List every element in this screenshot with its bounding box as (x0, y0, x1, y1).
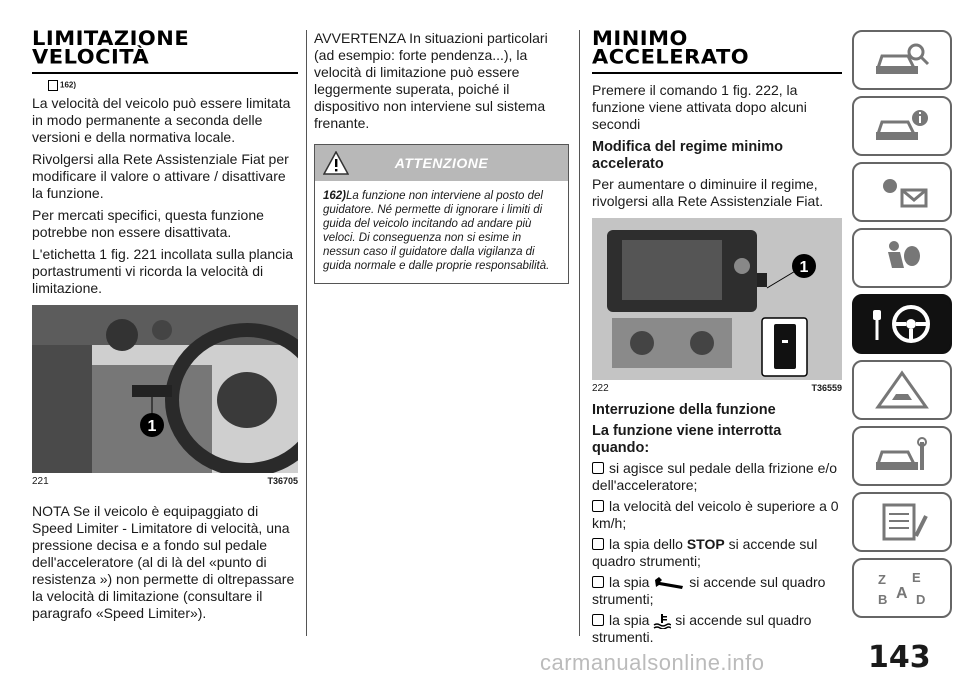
reference-box-icon (48, 80, 58, 91)
section-title-line2: ACCELERATO (592, 45, 750, 68)
paragraph: Rivolgersi alla Rete Assistenziale Fiat per modificare il valore o attivare / disattivare la funzione. (32, 151, 289, 201)
figure-caption (32, 476, 298, 487)
tab-steering-key[interactable] (852, 294, 952, 354)
figure-number: 222 (592, 383, 609, 394)
checkbox-bullet-icon (592, 614, 604, 626)
tab-car-info[interactable] (852, 96, 952, 156)
figure-number: 221 (32, 476, 49, 487)
svg-text:D: D (916, 592, 926, 607)
warning-triangle-icon (872, 370, 932, 410)
list-item (592, 574, 842, 608)
warning-reference[interactable] (48, 80, 298, 91)
steering-key-icon (867, 302, 937, 346)
tab-index-az[interactable] (852, 558, 952, 618)
paragraph: Per aumentare o diminuire il regime, rivolgersi alla Rete Assistenziale Fiat. (592, 176, 824, 209)
list-item-text: la spia dello (609, 536, 687, 552)
figure-code: T36559 (811, 383, 842, 393)
warning-body (315, 181, 568, 283)
title-rule (32, 72, 298, 74)
svg-text:A: A (896, 585, 908, 602)
subheading: Interruzione della funzione (592, 402, 776, 418)
list-item-text: si agisce sul pedale della frizione e/o dell'acceleratore; (592, 460, 838, 493)
section-title (592, 27, 842, 68)
figure-222 (592, 218, 842, 380)
svg-text:B: B (878, 592, 888, 607)
warning-number: 162) (323, 190, 347, 202)
column-avvertenza (314, 30, 569, 284)
stop-label: STOP (686, 536, 725, 552)
column-divider (579, 30, 580, 636)
tab-car-tools[interactable] (852, 426, 952, 486)
warning-text: La funzione non interviene al posto del guidatore. Né permette di ignorare i limiti di guida del veicolo incitando ad andare più veloci. Di conseguenza non si esime in nessun caso il guidatore dalla vigilanza di guida normale e dalle proprie responsabilità. (323, 190, 550, 272)
list-item-text: si accende sul quadro strumenti; (592, 574, 826, 607)
section-title-line1: MINIMO (592, 27, 688, 50)
warning-lights-icon (872, 172, 932, 212)
airbag-seat-icon (872, 238, 932, 278)
figure-callout: 1 (147, 418, 157, 435)
dashboard-photo (32, 305, 298, 473)
column-minimo (592, 27, 842, 650)
column-divider (306, 30, 307, 636)
checkbox-bullet-icon (592, 500, 604, 512)
paragraph: Premere il comando 1 fig. 222, la funzione viene attivata dopo alcuni secondi (592, 82, 807, 132)
list-item-text: la velocità del veicolo è superiore a 0 km/h; (592, 498, 839, 531)
list-item (592, 536, 842, 570)
coolant-temperature-icon (653, 613, 671, 629)
warning-triangle-icon (323, 151, 349, 175)
tab-airbag-seat[interactable] (852, 228, 952, 288)
section-title-line2: VELOCITÀ (32, 45, 150, 68)
note-paragraph: NOTA Se il veicolo è equipaggiato di Speed Limiter - Limitatore di velocità, una pressione decisa e a fondo sul pedale dell'acceleratore (al di là del «punto di resistenza ») non permette di oltrepassare la velocità di limitazione (consultare il paragrafo «Speed Limiter»). (32, 503, 295, 621)
list-item (592, 612, 842, 646)
figure-code: T36705 (267, 476, 298, 486)
chapter-tabs (852, 30, 960, 624)
column-limitazione (32, 27, 298, 627)
list-item-text: si accende sul quadro strumenti. (592, 612, 812, 646)
tab-car-search[interactable] (852, 30, 952, 90)
list-item-text: si accende sul quadro strumenti; (592, 536, 818, 569)
list-item-text: la spia (609, 574, 654, 590)
warning-header (315, 145, 568, 181)
checkbox-bullet-icon (592, 538, 604, 550)
title-rule (592, 72, 842, 74)
figure-callout: 1 (799, 259, 809, 276)
wrench-icon (653, 576, 685, 590)
svg-text:Z: Z (878, 572, 886, 587)
paragraph: L'etichetta 1 fig. 221 incollata sulla plancia portastrumenti vi ricorda la velocità di limitazione. (32, 246, 294, 296)
page-number: 143 (868, 640, 931, 675)
watermark: carmanualsonline.info (540, 650, 765, 675)
list-item (592, 498, 842, 532)
figure-221 (32, 305, 298, 473)
subheading: La funzione viene interrotta quando: (592, 423, 782, 456)
paragraph: La velocità del veicolo può essere limitata in modo permanente a seconda delle versioni e della normativa locale. (32, 95, 291, 145)
list-item-text: la spia (609, 612, 654, 628)
reference-number: 162) (60, 80, 77, 90)
car-search-icon (872, 40, 932, 80)
tab-warning-triangle[interactable] (852, 360, 952, 420)
avvertenza-paragraph: AVVERTENZA In situazioni particolari (ad esempio: forte pendenza...), la velocità di limitazione può essere leggermente superata, poiché il dispositivo non interviene sul sistema frenante. (314, 30, 548, 131)
figure-caption (592, 383, 842, 394)
car-info-icon (872, 106, 932, 146)
checklist-icon (872, 502, 932, 542)
paragraph: Per mercati specifici, questa funzione potrebbe non essere disattivata. (32, 207, 264, 240)
section-title (32, 27, 298, 68)
warning-title: ATTENZIONE (394, 155, 489, 171)
tab-warning-lights[interactable] (852, 162, 952, 222)
console-photo (592, 218, 842, 380)
section-title-line1: LIMITAZIONE (32, 27, 190, 50)
car-tools-icon (872, 436, 932, 476)
checkbox-bullet-icon (592, 576, 604, 588)
checkbox-bullet-icon (592, 462, 604, 474)
svg-text:E: E (912, 570, 921, 585)
index-az-icon (872, 568, 932, 608)
list-item (592, 460, 842, 494)
tab-checklist[interactable] (852, 492, 952, 552)
warning-box (314, 144, 569, 284)
subheading: Modifica del regime minimo accelerato (592, 139, 783, 172)
